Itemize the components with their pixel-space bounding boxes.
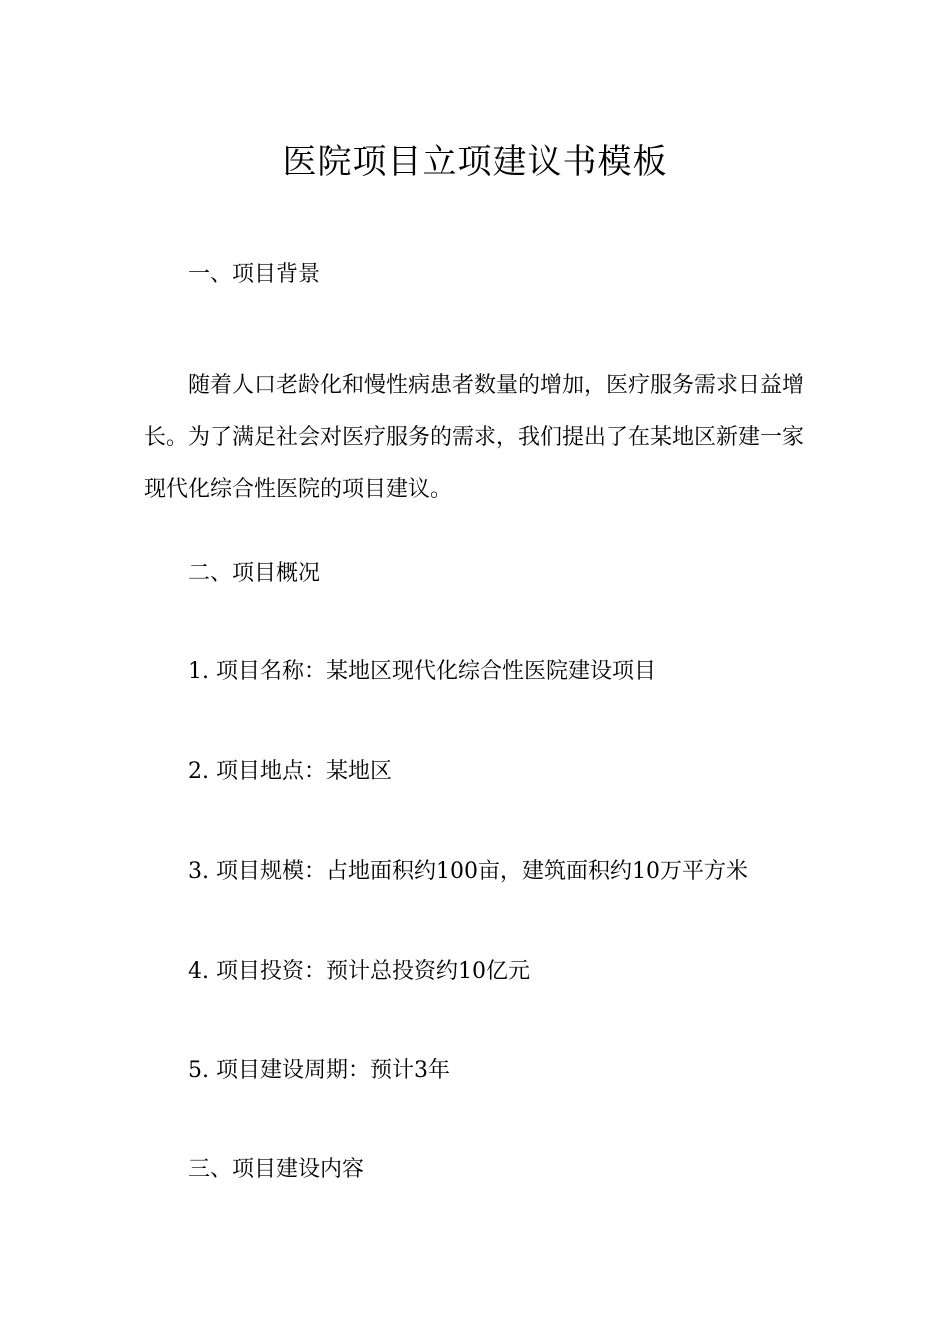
section-heading-construction: 三、项目建设内容	[188, 1157, 365, 1182]
background-paragraph: 随着人口老龄化和慢性病患者数量的增加，医疗服务需求日益增长。为了满足社会对医疗服务的需求，我们提出了在某地区新建一家现代化综合性医院的项目建议。	[144, 373, 805, 502]
section-heading-overview: 二、项目概况	[188, 561, 321, 586]
overview-item-project-name: 1. 项目名称：某地区现代化综合性医院建设项目	[188, 659, 656, 684]
document-title: 医院项目立项建议书模板	[282, 142, 668, 182]
section-heading-background: 一、项目背景	[188, 262, 321, 287]
overview-item-project-location: 2. 项目地点：某地区	[188, 759, 392, 784]
overview-item-construction-period: 5. 项目建设周期：预计3年	[188, 1058, 450, 1083]
overview-item-project-scale: 3. 项目规模：占地面积约100亩，建筑面积约10万平方米	[188, 859, 748, 884]
overview-item-project-investment: 4. 项目投资：预计总投资约10亿元	[188, 959, 530, 984]
